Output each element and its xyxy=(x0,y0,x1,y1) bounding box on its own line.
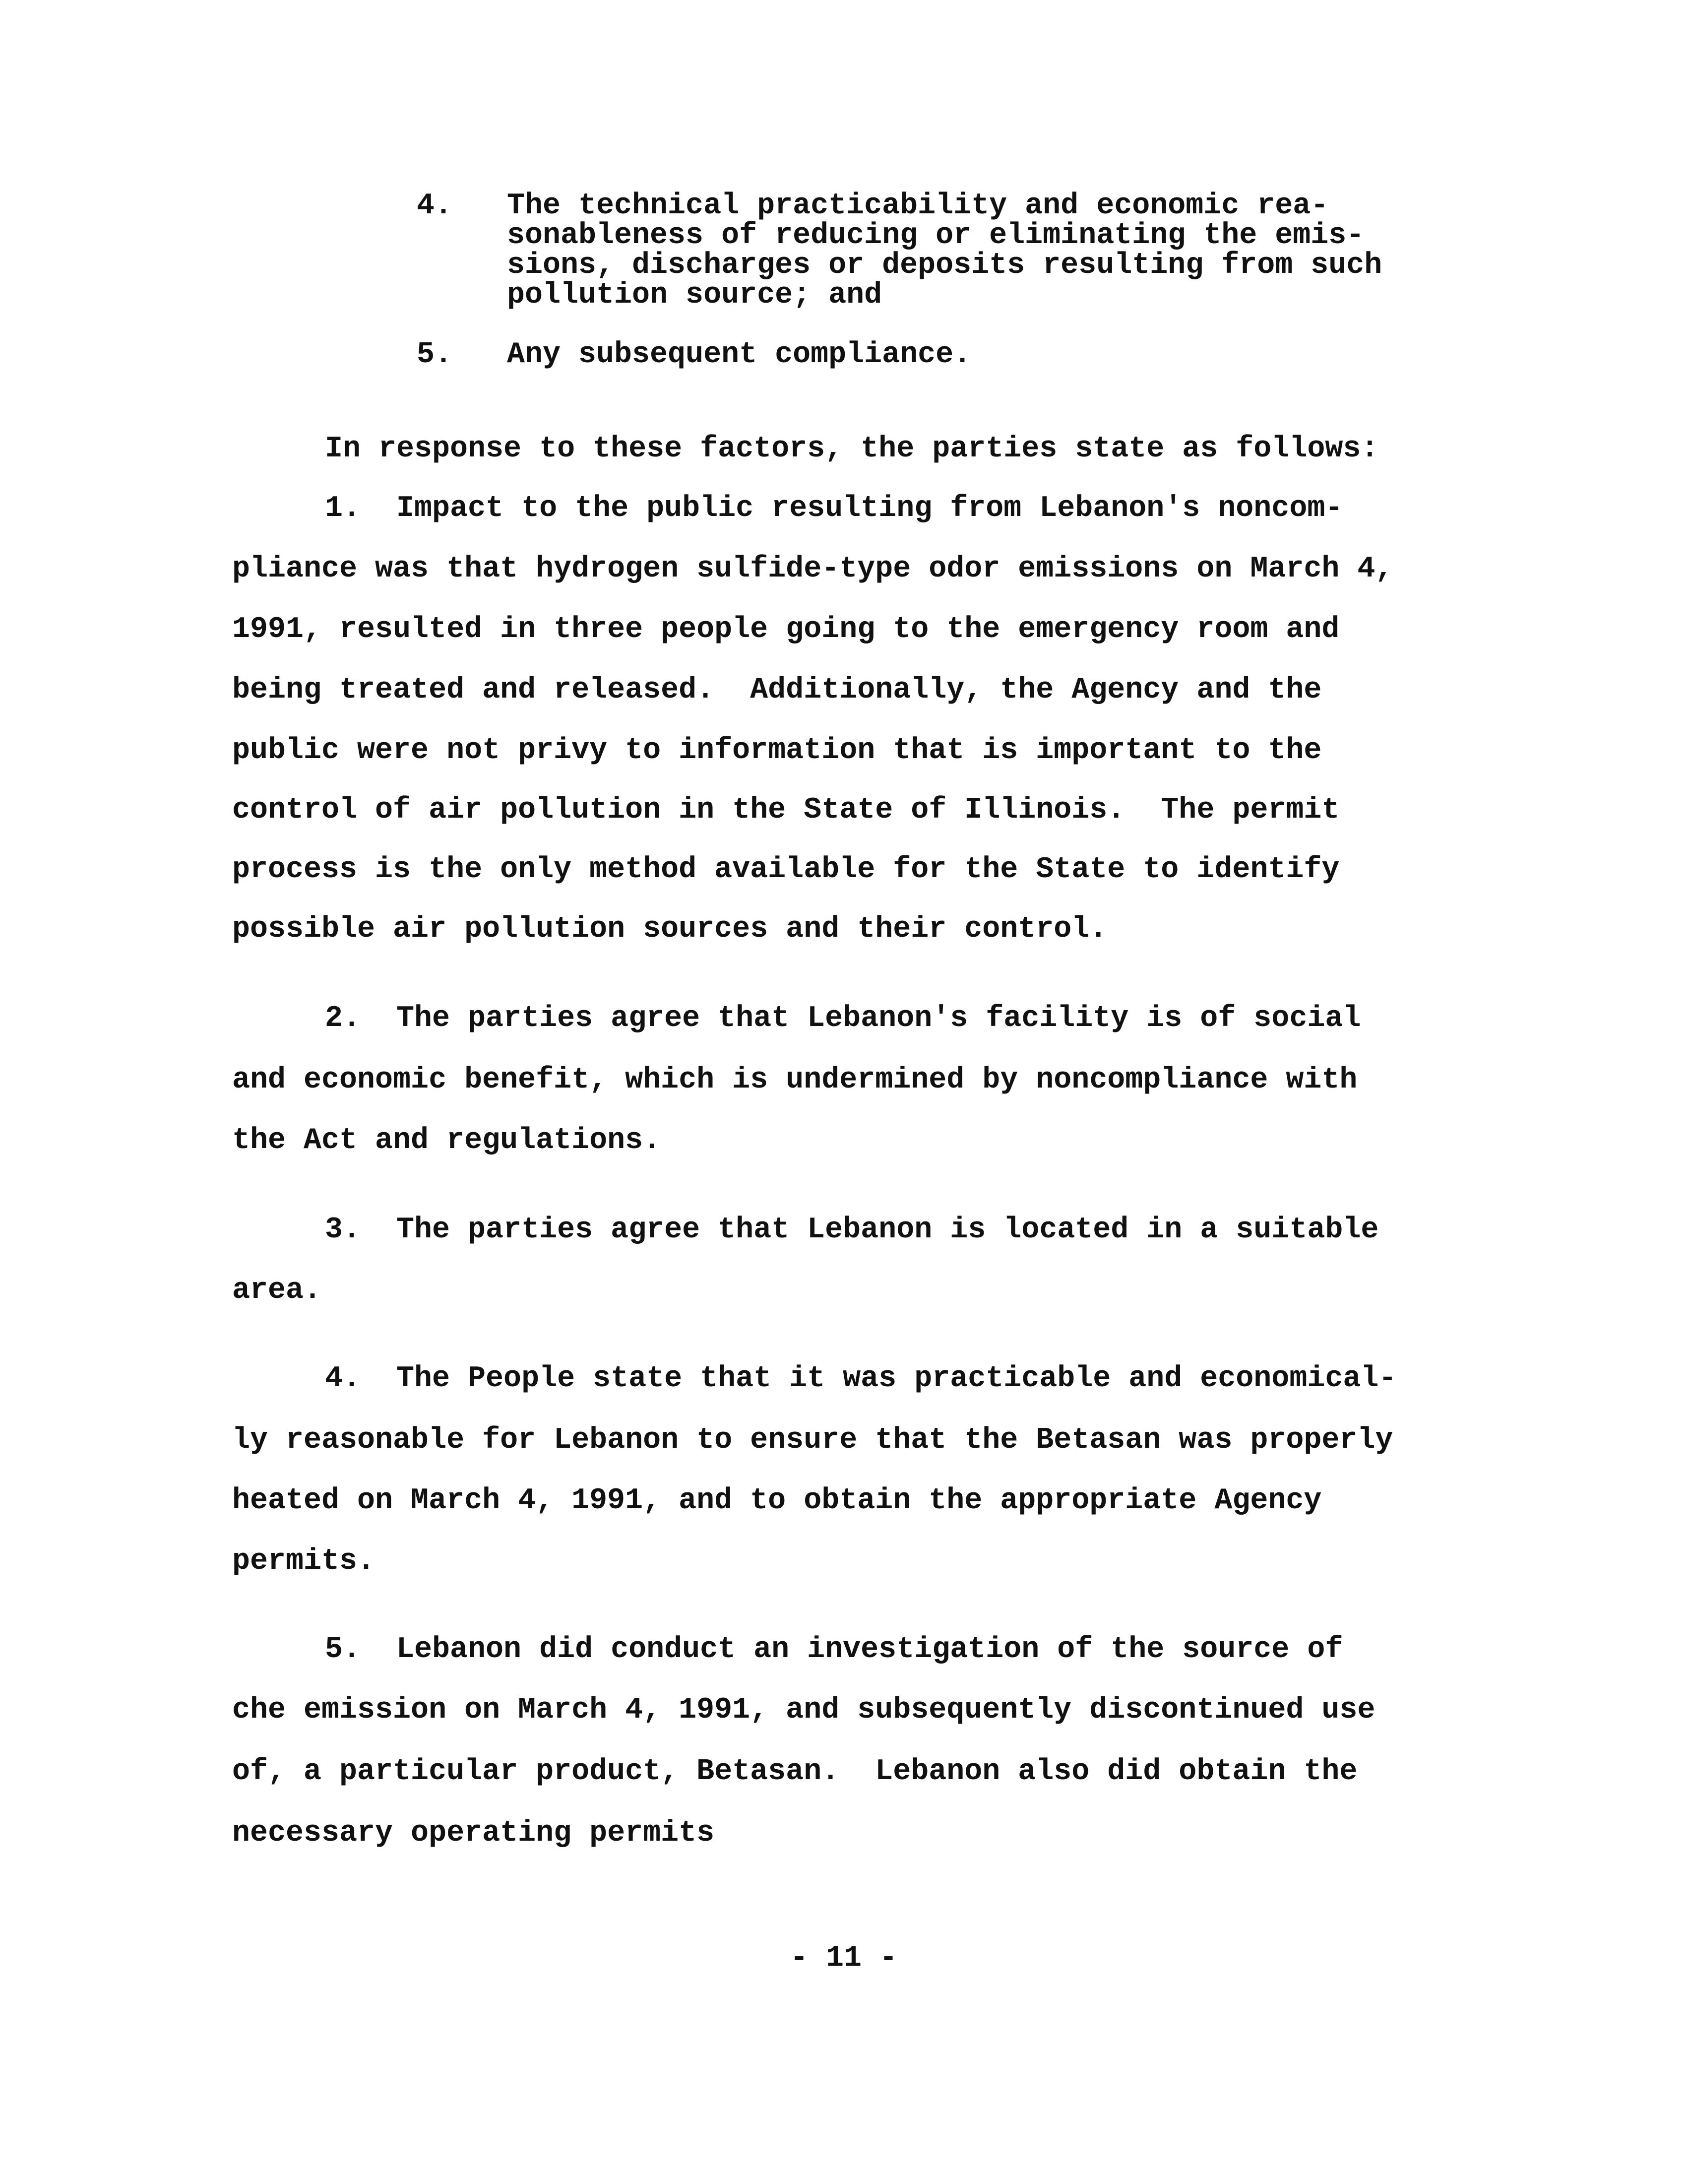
paragraph-line: being treated and released. Additionally, the Agency and the xyxy=(232,673,1322,707)
paragraph-line: ly reasonable for Lebanon to ensure that the Betasan was properly xyxy=(232,1423,1393,1457)
paragraph-line: permits. xyxy=(232,1544,375,1578)
paragraph-line: 4. The People state that it was practicable and economical- xyxy=(325,1362,1397,1396)
list-item-line: The technical practicability and economic rea- xyxy=(507,189,1329,223)
page-number: - 11 - xyxy=(790,1941,898,1975)
paragraph-line: 1. Impact to the public resulting from Lebanon's noncom- xyxy=(325,492,1343,525)
paragraph-line: public were not privy to information that is important to the xyxy=(232,734,1322,768)
list-item-line: sions, discharges or deposits resulting from such xyxy=(507,249,1382,282)
paragraph-line: 5. Lebanon did conduct an investigation of the source of xyxy=(325,1633,1343,1667)
paragraph-line: 3. The parties agree that Lebanon is located in a suitable xyxy=(325,1213,1379,1247)
list-item-line: Any subsequent compliance. xyxy=(507,338,972,372)
paragraph-line: 1991, resulted in three people going to the emergency room and xyxy=(232,613,1340,646)
paragraph-line: area. xyxy=(232,1274,322,1307)
paragraph-line: pliance was that hydrogen sulfide-type odor emissions on March 4, xyxy=(232,552,1393,586)
paragraph-line: process is the only method available for the State to identify xyxy=(232,853,1340,887)
paragraph-line: and economic benefit, which is undermined by noncompliance with xyxy=(232,1063,1358,1097)
paragraph-line: heated on March 4, 1991, and to obtain the appropriate Agency xyxy=(232,1484,1322,1518)
paragraph-line: the Act and regulations. xyxy=(232,1124,661,1157)
list-item-number: 5. xyxy=(417,338,453,372)
intro-sentence: In response to these factors, the parties state as follows: xyxy=(325,432,1379,466)
paragraph-line: necessary operating permits xyxy=(232,1816,715,1850)
list-item-line: sonableness of reducing or eliminating the emis- xyxy=(507,219,1365,253)
paragraph-line: che emission on March 4, 1991, and subsequently discontinued use xyxy=(232,1693,1375,1727)
list-item-number: 4. xyxy=(417,189,453,223)
paragraph-line: 2. The parties agree that Lebanon's facility is of social xyxy=(325,1002,1361,1035)
list-item-line: pollution source; and xyxy=(507,278,882,312)
paragraph-line: control of air pollution in the State of Illinois. The permit xyxy=(232,793,1340,827)
paragraph-line: of, a particular product, Betasan. Lebanon also did obtain the xyxy=(232,1755,1358,1789)
paragraph-line: possible air pollution sources and their control. xyxy=(232,912,1108,946)
